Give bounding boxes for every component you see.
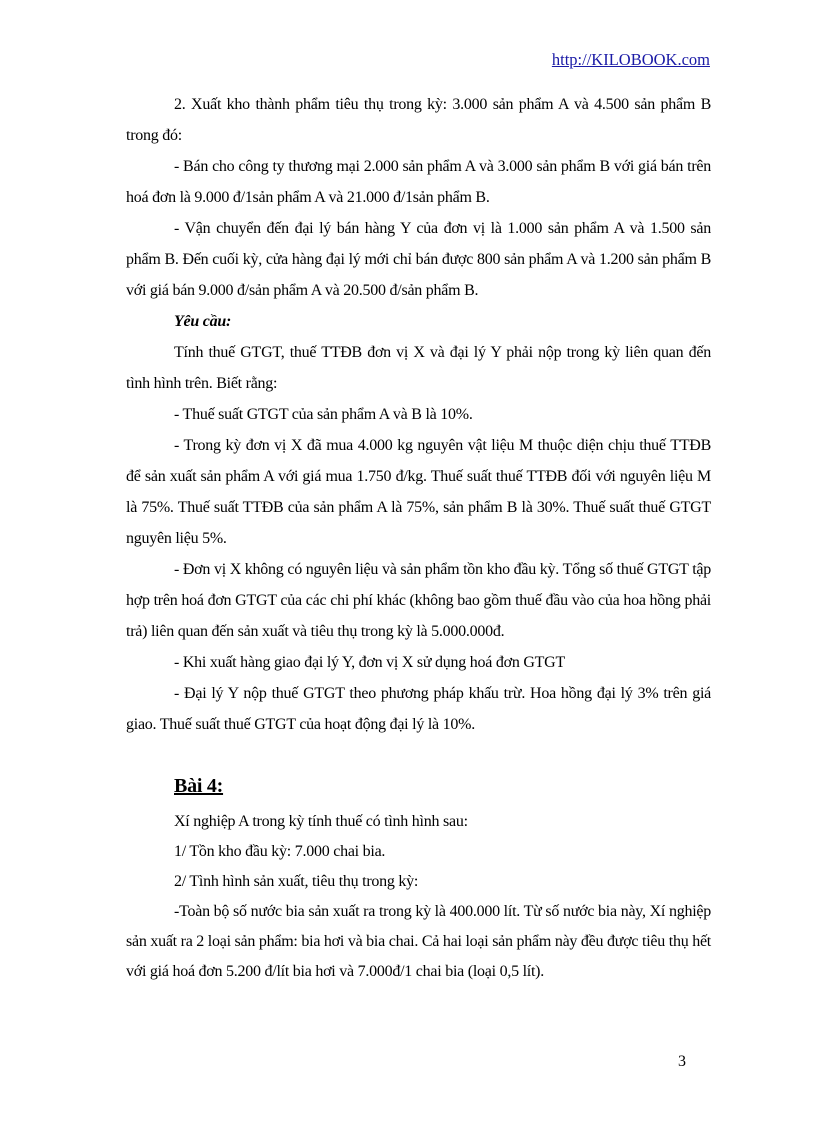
section-title-bai-4: Bài 4: <box>174 775 224 797</box>
paragraph-inventory: - Đơn vị X không có nguyên liệu và sản phẩm tồn kho đầu kỳ. Tổng số thuế GTGT tập hợp trên hoá đơn GTGT của các chi phí khác (không bao gồm thuế đầu vào của hoa hồng phải trả) liên quan đến sản xuất và tiêu thụ trong kỳ là 5.000.000đ. <box>126 561 711 640</box>
paragraph-agent-transfer: - Vận chuyển đến đại lý bán hàng Y của đơn vị là 1.000 sản phẩm A và 1.500 sản phẩm B. Đến cuối kỳ, cửa hàng đại lý mới chỉ bán được 800 sản phẩm A và 1.200 sản phẩm B với giá bán 9.000 đ/sản phẩm A và 20.500 đ/sản phẩm B. <box>126 220 711 299</box>
header-website-link[interactable]: http://KILOBOOK.com <box>551 50 710 69</box>
paragraph-sale-company: - Bán cho công ty thương mại 2.000 sản phẩm A và 3.000 sản phẩm B với giá bán trên hoá đơn là 9.000 đ/1sản phẩm A và 21.000 đ/1sản phẩm B. <box>126 158 711 206</box>
paragraph-beer-output: -Toàn bộ số nước bia sản xuất ra trong kỳ là 400.000 lít. Từ số nước bia này, Xí nghiệp sản xuất ra 2 loại sản phẩm: bia hơi và bia chai. Cả hai loại sản phẩm này đều được tiêu thụ hết với giá hoá đơn 5.200 đ/lít bia hơi và 7.000đ/1 chai bia (loại 0,5 lít). <box>126 903 711 980</box>
paragraph-production: 2/ Tình hình sản xuất, tiêu thụ trong kỳ: <box>174 873 419 890</box>
paragraph-vat-rate: - Thuế suất GTGT của sản phẩm A và B là 10%. <box>174 406 473 423</box>
paragraph-export: 2. Xuất kho thành phẩm tiêu thụ trong kỳ: 3.000 sản phẩm A và 4.500 sản phẩm B trong đó: <box>126 96 711 144</box>
paragraph-requirement: Tính thuế GTGT, thuế TTĐB đơn vị X và đại lý Y phải nộp trong kỳ liên quan đến tình hình trên. Biết rằng: <box>126 344 711 392</box>
document-body <box>126 89 711 987</box>
paragraph-material-purchase: - Trong kỳ đơn vị X đã mua 4.000 kg nguyên vật liệu M thuộc diện chịu thuế TTĐB để sản xuất sản phẩm A với giá mua 1.750 đ/kg. Thuế suất thuế TTĐB đối với nguyên liệu M là 75%. Thuế suất TTĐB của sản phẩm A là 75%, sản phẩm B là 30%. Thuế suất thuế GTGT nguyên liệu 5%. <box>126 437 711 547</box>
paragraph-enterprise: Xí nghiệp A trong kỳ tính thuế có tình hình sau: <box>174 813 468 830</box>
requirement-label: Yêu cầu: <box>174 313 232 330</box>
page-number: 3 <box>678 1053 686 1070</box>
paragraph-agent-tax: - Đại lý Y nộp thuế GTGT theo phương pháp khấu trừ. Hoa hồng đại lý 3% trên giá giao. Thuế suất thuế GTGT của hoạt động đại lý là 10%. <box>126 685 711 733</box>
paragraph-invoice: - Khi xuất hàng giao đại lý Y, đơn vị X sử dụng hoá đơn GTGT <box>174 654 565 671</box>
paragraph-opening-stock: 1/ Tồn kho đầu kỳ: 7.000 chai bia. <box>174 843 386 860</box>
